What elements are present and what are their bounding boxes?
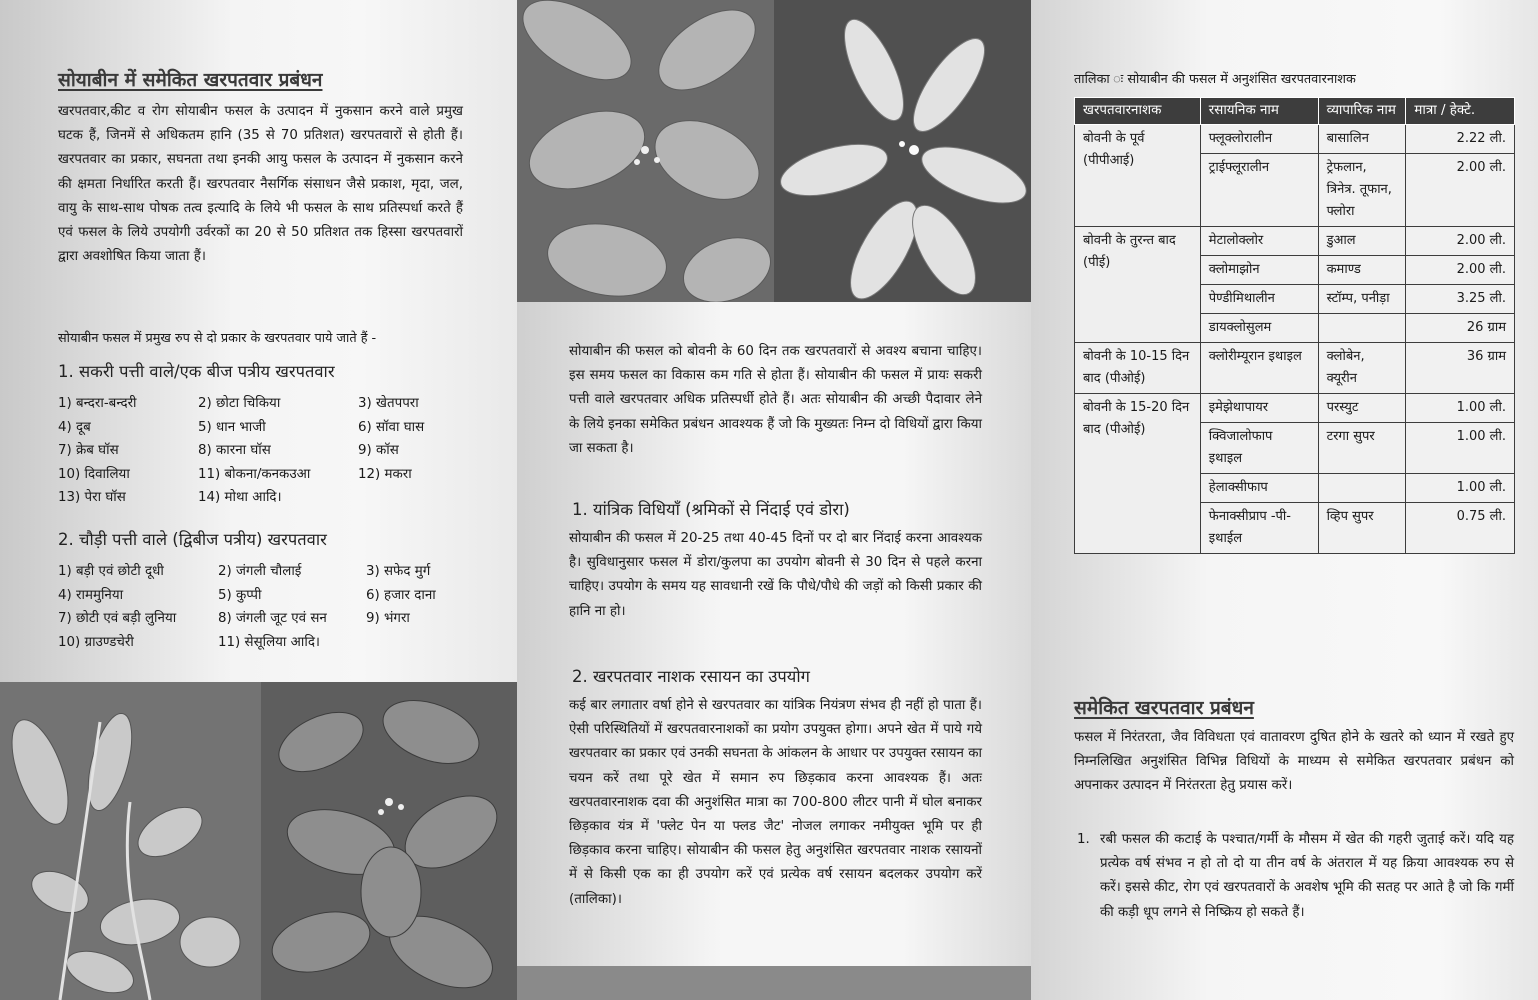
- weed-item: 11) बोकना/कनकउआ: [198, 466, 311, 482]
- chemical-name: क्विजालोफाप इथाइल: [1200, 423, 1318, 474]
- weed-item: 5) धान भाजी: [198, 419, 266, 435]
- panel2-intro: सोयाबीन की फसल को बोवनी के 60 दिन तक खरपतवारों से अवश्य बचाना चाहिए। इस समय फसल का विकास कम गति से होता हैं। सोयाबीन की फसल में प्रायः सकरी पत्ती वाले खरपतवार अधिक प्रतिस्पर्धी होते हैं। अतः सोयाबीन की अच्छी पैदावार लेने के लिये इनका समेकित प्रबंधन आवश्यक हैं जो कि मुख्यतः निम्न दो विधियों द्वारा किया जा सकता है।: [569, 344, 982, 456]
- weed-item: 10) ग्राउण्डचेरी: [58, 634, 134, 650]
- dose: 0.75 ली.: [1406, 503, 1515, 554]
- table-row: [1075, 394, 1515, 423]
- mechanical-methods-heading: 1. यांत्रिक विधियाँ (श्रमिकों से निंदाई एवं डोरा): [572, 500, 850, 519]
- ipm-step-1: [1074, 828, 1514, 925]
- col-header: खरपतवारनाशक: [1075, 98, 1201, 125]
- chemical-name: डायक्लोसुलम: [1200, 314, 1318, 343]
- weed-item: 3) खेतपपरा: [358, 396, 419, 411]
- trade-name: कमाण्ड: [1318, 256, 1406, 285]
- broad-leaf-heading: 2. चौड़ी पत्ती वाले (द्विबीज पत्रीय) खरपतवार: [58, 530, 327, 549]
- trade-name: टरगा सुपर: [1318, 423, 1406, 474]
- weed-photo-2: [261, 682, 517, 1000]
- chemical-name: मेटालोक्लोर: [1200, 227, 1318, 256]
- broad-leaf-weeds: [58, 560, 486, 654]
- weed-photo-3: [517, 0, 774, 302]
- weed-photo-4: [774, 0, 1031, 302]
- page-title: सोयाबीन में समेकित खरपतवार प्रबंधन: [58, 69, 323, 91]
- panel-right: [1031, 0, 1538, 1000]
- trade-name: परस्युट: [1318, 394, 1406, 423]
- weed-item: 8) कारना घॉस: [198, 443, 271, 459]
- weed-photo-1: [0, 682, 261, 1000]
- weed-item: 3) सफेद मुर्ग: [366, 564, 431, 579]
- chemical-name: इमेझेथापायर: [1200, 394, 1318, 423]
- weed-item: 6) हजार दाना: [366, 587, 436, 603]
- weed-item: 7) छोटी एवं बड़ी लुनिया: [58, 611, 177, 627]
- weed-item: 5) कुप्पी: [218, 587, 262, 603]
- dose: 2.00 ली.: [1406, 256, 1515, 285]
- chemical-methods-text: कई बार लगातार वर्षा होने से खरपतवार का यांत्रिक नियंत्रण संभव ही नहीं हो पाता हैं। ऐसी परिस्थितियों में खरपतवारनाशकों का प्रयोग उपयुक्त होगा। अपने खेत में पाये गये खरपतवार का प्रकार एवं उनकी सघनता के आंकलन के आधार पर उपयुक्त रसायन का चयन करें तथा पूरे खेत में समान रुप छिड़काव करना आवश्यक हैं। अतः खरपतवारनाशक दवा की अनुशंसित मात्रा का 700-800 लीटर पानी में घोल बनाकर छिड़काव यंत्र में 'फ्लेट पेन या फ्लड जैट' नोजल लगाकर नमीयुक्त भूमि पर ही छिड़काव करना चाहिए। सोयाबीन की फसल हेतु अनुशंसित खरपतवार नाशक रसायनों में से किसी एक का ही उपयोग करें एवं प्रत्येक वर्ष रसायन बदलकर उपयोग करें (तालिका)।: [569, 698, 982, 907]
- intro-paragraph: खरपतवार,कीट व रोग सोयाबीन फसल के उत्पादन में नुकसान करने वाले प्रमुख घटक हैं, जिनमें से अधिकतम हानि (35 से 70 प्रतिशत) खरपतवारों से होती हैं। खरपतवार का प्रकार, सघनता तथा इनकी आयु फसल के उत्पादन में नुकसान करने की क्षमता निर्धारित करती हैं। खरपतवार नैसर्गिक संसाधन जैसे प्रकाश, मृदा, जल, वायु के साथ-साथ पोषक तत्व इत्यादि के लिये भी फसल के साथ प्रतिस्पर्धा करते हैं एवं फसल के लिये उपयोगी उर्वरकों का 20 से 50 प्रतिशत तक हिस्सा खरपतवारों द्वारा अवशोषित किया जाता हैं।: [58, 104, 463, 265]
- weed-item: 14) मोथा आदि।: [198, 490, 282, 506]
- step-text: रबी फसल की कटाई के पश्चात/गर्मी के मौसम में खेत की गहरी जुताई करें। यदि यह प्रत्येक वर्ष संभव न हो तो दो या तीन वर्ष के अंतराल में यह क्रिया आवश्यक रुप से करें। इससे कीट, रोग एवं खरपतवारों के अवशेष भूमि की सतह पर आते है जो कि गर्मी की कड़ी धूप लगने से निष्क्रिय हो सकते हैं।: [1100, 832, 1514, 920]
- weed-item: 2) जंगली चौलाई: [218, 564, 302, 579]
- chemical-name: क्लोमाझोन: [1200, 256, 1318, 285]
- table-caption: तालिका ः सोयाबीन की फसल में अनुशंसित खरपतवारनाशक: [1074, 72, 1356, 87]
- col-header: रसायनिक नाम: [1200, 98, 1318, 125]
- dose: 36 ग्राम: [1406, 343, 1515, 394]
- chemical-name: क्लोरीम्यूरान इथाइल: [1200, 343, 1318, 394]
- dose: 2.22 ली.: [1406, 125, 1515, 154]
- table-row: [1075, 125, 1515, 154]
- dose: 26 ग्राम: [1406, 314, 1515, 343]
- weed-item: 6) सॉवा घास: [358, 419, 425, 435]
- trade-name: [1318, 314, 1406, 343]
- weed-item: 2) छोटा चिकिया: [198, 396, 281, 411]
- panel-middle: [517, 0, 1031, 1000]
- chemical-name: ट्राईफ्लूरालीन: [1200, 154, 1318, 227]
- ipm-intro: फसल में निरंतरता, जैव विविधता एवं वातावरण दुषित होने के खतरे को ध्यान में रखते हुए निम्नलिखित अनुशंसित विभिन्न विधियों के माध्यम से समेकित खरपतवार प्रबंधन को अपनाकर उत्पादन में निरंतरता हेतु प्रयास करें।: [1074, 730, 1514, 794]
- trade-name: डुआल: [1318, 227, 1406, 256]
- footer-bar: [517, 966, 1031, 1000]
- narrow-leaf-weeds: [58, 392, 478, 510]
- chemical-name: फ्लूक्लोरालीन: [1200, 125, 1318, 154]
- weed-item: 7) क्रेब घॉस: [58, 443, 119, 459]
- ipm-title: समेकित खरपतवार प्रबंधन: [1074, 697, 1254, 719]
- chemical-name: पेण्डीमिथालीन: [1200, 285, 1318, 314]
- step-number: 1.: [1077, 832, 1090, 847]
- trade-name: ट्रेफलान, त्रिनेत्र. तूफान, फ्लोरा: [1318, 154, 1406, 227]
- weed-item: 13) पेरा घॉस: [58, 490, 126, 506]
- dose: 1.00 ली.: [1406, 394, 1515, 423]
- dose: 1.00 ली.: [1406, 474, 1515, 503]
- weed-item: 4) दूब: [58, 419, 91, 435]
- weed-item: 11) सेसूलिया आदि।: [218, 634, 321, 650]
- weed-item: 12) मकरा: [358, 466, 412, 482]
- mechanical-methods-text: सोयाबीन की फसल में 20-25 तथा 40-45 दिनों पर दो बार निंदाई करना आवश्यक है। सुविधानुसार फसल में डोरा/कुलपा का उपयोग बोवनी से 30 दिन से पहले करना चाहिए। उपयोग के समय यह सावधानी रखें कि पौधे/पौधे की जड़ों को किसी प्रकार की हानि ना हो।: [569, 531, 982, 619]
- application-stage: बोवनी के 10-15 दिन बाद (पीओई): [1075, 343, 1201, 394]
- chemical-name: हेलाक्सीफाप: [1200, 474, 1318, 503]
- chemical-name: फेनाक्सीप्राप -पी- इथाईल: [1200, 503, 1318, 554]
- chemical-methods-heading: 2. खरपतवार नाशक रसायन का उपयोग: [572, 667, 810, 686]
- table-row: [1075, 227, 1515, 256]
- weed-item: 9) भंगरा: [366, 611, 410, 627]
- application-stage: बोवनी के 15-20 दिन बाद (पीओई): [1075, 394, 1201, 554]
- application-stage: बोवनी के पूर्व (पीपीआई): [1075, 125, 1201, 227]
- trade-name: स्टॉम्प, पनीड़ा: [1318, 285, 1406, 314]
- weed-item: 1) बड़ी एवं छोटी दूधी: [58, 564, 164, 579]
- application-stage: बोवनी के तुरन्त बाद (पीई): [1075, 227, 1201, 343]
- trade-name: क्लोबेन, क्यूरीन: [1318, 343, 1406, 394]
- weed-item: 1) बन्दरा-बन्दरी: [58, 396, 137, 411]
- panel-left: [0, 0, 517, 1000]
- col-header: व्यापारिक नाम: [1318, 98, 1406, 125]
- table-row: [1075, 343, 1515, 394]
- dose: 3.25 ली.: [1406, 285, 1515, 314]
- narrow-leaf-heading: 1. सकरी पत्ती वाले/एक बीज पत्रीय खरपतवार: [58, 362, 335, 381]
- dose: 1.00 ली.: [1406, 423, 1515, 474]
- weed-item: 10) दिवालिया: [58, 466, 130, 482]
- trade-name: व्हिप सुपर: [1318, 503, 1406, 554]
- dose: 2.00 ली.: [1406, 227, 1515, 256]
- dose: 2.00 ली.: [1406, 154, 1515, 227]
- weed-item: 8) जंगली जूट एवं सन: [218, 611, 327, 627]
- col-header: मात्रा / हेक्टे.: [1406, 98, 1515, 125]
- trade-name: [1318, 474, 1406, 503]
- weed-types-intro: सोयाबीन फसल में प्रमुख रुप से दो प्रकार के खरपतवार पाये जाते हैं -: [58, 331, 377, 346]
- trade-name: बासालिन: [1318, 125, 1406, 154]
- weed-item: 4) राममुनिया: [58, 587, 124, 603]
- herbicide-table: [1074, 97, 1515, 554]
- weed-item: 9) कॉस: [358, 443, 399, 459]
